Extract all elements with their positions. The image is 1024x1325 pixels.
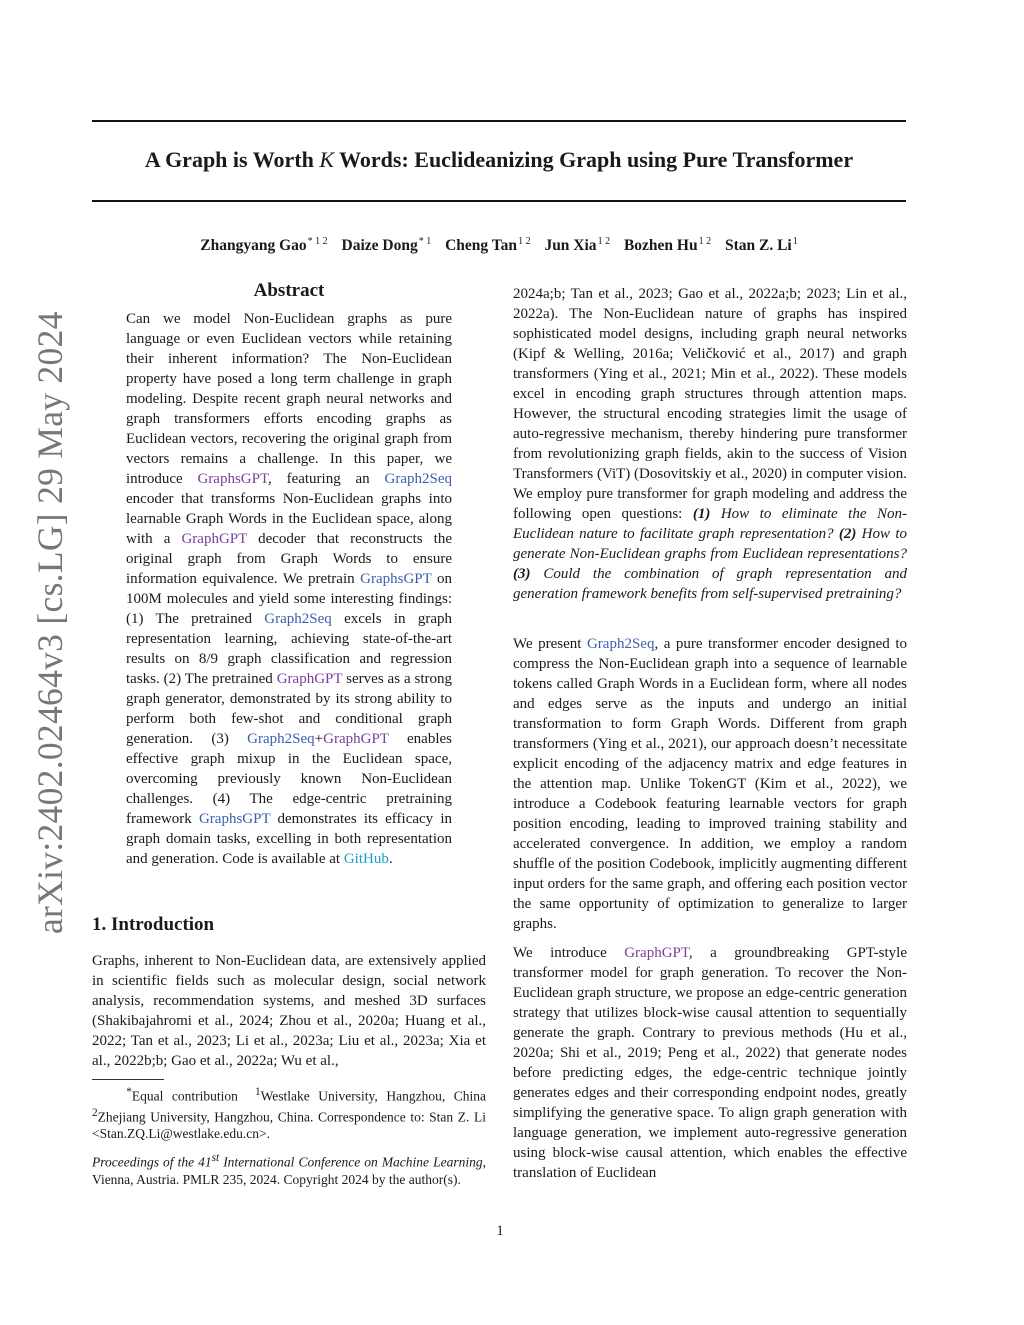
abstract-text: Can we model Non-Euclidean graphs as pure language or even Euclidean vectors while retaining their inherent information? The Non-Euclidean property have posed a long term challenge in graph modeling. Despite recent graph neural networks and graph transformers efforts encoding graphs as Euclidean vectors, recovering the original graph from vectors remains a challenge. In this paper, we introduce [126, 311, 452, 487]
footnote-affiliation-2: Zhejiang University, Hangzhou, China. Correspondence to: Stan Z. Li <Stan.ZQ.Li@westlake.edu.cn>. [92, 1109, 486, 1141]
question-text: How to generate Non-Euclidean graphs from Euclidean representations? [513, 526, 907, 562]
author-affiliation: 1 2 [698, 236, 712, 247]
paragraph-text: We present [513, 636, 587, 652]
author-affiliation: 1 [792, 236, 798, 247]
graph2seq-link[interactable]: Graph2Seq [264, 611, 332, 627]
abstract-text: serves as a strong graph generator, demonstrated by its strong ability to perform both few-shot and conditional graph generation. (3) [126, 671, 453, 747]
arxiv-stamp: arXiv:2402.02464v3 [cs.LG] 29 May 2024 [30, 311, 70, 934]
paragraph-text: , a groundbreaking GPT-style transformer model for graph generation. To recover the Non-Euclidean graph structure, we propose an edge-centric generation strategy that utilizes block-wise causal attention to sequentially generate the graph. Contrary to previous methods (Hu et al., 2020a; Shi et al., 2019; Peng et al., 2022) that generate nodes before predicting edges, the edge-centric technique jointly generates edges and their corresponding endpoint nodes, greatly simplifying the generative space. To align graph generation with language generation, we implement auto-regressive generation using block-wise causal attention, which enables the effective translation of Euclidean [513, 945, 907, 1181]
title-part-1: A Graph is Worth [144, 147, 320, 172]
graphgpt-link[interactable]: GraphGPT [181, 531, 248, 547]
author [624, 237, 711, 254]
proceedings-note [92, 1150, 486, 1188]
graphgpt-link[interactable]: GraphGPT [323, 731, 389, 747]
question-text: How to eliminate the Non-Euclidean nature to facilitate graph representation? [513, 506, 908, 542]
author-name: Zhangyang Gao [200, 237, 307, 255]
right-paragraph-1 [513, 284, 907, 604]
graph2seq-link[interactable]: Graph2Seq [384, 471, 452, 487]
author [445, 237, 530, 254]
graphsgpt-link[interactable]: GraphsGPT [360, 571, 432, 587]
author-list [92, 236, 906, 255]
author-name: Daize Dong [341, 237, 418, 255]
question-text: Could the combination of graph representation and generation framework benefits from self-supervised pretraining? [513, 566, 907, 602]
page-number: 1 [496, 1223, 504, 1239]
abstract-text: , featuring an [268, 471, 385, 487]
graph2seq-link[interactable]: Graph2Seq [586, 636, 655, 652]
author-affiliation: 1 2 [597, 236, 611, 247]
question-number: (1) [692, 506, 711, 522]
footnote-affiliation-1: Westlake University, Hangzhou, China [260, 1088, 487, 1104]
graph2seq-link[interactable]: Graph2Seq [247, 731, 315, 747]
proceedings-text: , Vienna, Austria. PMLR 235, 2024. Copyright 2024 by the author(s). [92, 1154, 486, 1187]
github-link[interactable]: GitHub [343, 851, 389, 867]
introduction-heading: 1. Introduction [92, 914, 215, 935]
right-paragraph-3 [513, 943, 907, 1183]
question-number: (3) [513, 566, 531, 582]
graphgpt-link[interactable]: GraphGPT [276, 671, 343, 687]
right-paragraph-2 [513, 634, 907, 934]
author [342, 237, 432, 254]
title-part-2: Words: Euclideanizing Graph using Pure Transformer [334, 147, 854, 172]
proceedings-italic: Proceedings of the [92, 1154, 199, 1170]
author-name: Cheng Tan [445, 237, 518, 255]
proceedings-ordinal-suffix: st [211, 1152, 220, 1164]
title-rule-top [92, 120, 906, 122]
abstract-text: . [388, 851, 393, 867]
footnote-equal-contribution: Equal contribution [131, 1088, 238, 1104]
abstract-text: decoder that reconstructs the original graph from Graph Words to ensure information equivalence. We pretrain [126, 531, 453, 587]
proceedings-ordinal: 41 [198, 1154, 212, 1170]
author-name: Bozhen Hu [623, 237, 698, 255]
proceedings-italic: International Conference on Machine Learning [219, 1154, 483, 1170]
paragraph-text: We introduce [513, 945, 625, 961]
graphsgpt-link[interactable]: GraphsGPT [197, 471, 269, 487]
abstract-text: demonstrates its efficacy in graph domain tasks, excelling in both representation and generation. Code is available at [126, 811, 452, 867]
author-affiliation: 1 2 [518, 236, 531, 247]
introduction-paragraph: Graphs, inherent to Non-Euclidean data, are extensively applied in scientific fields such as molecular design, social network analysis, recommendation systems, and meshed 3D surfaces (Shakibajahromi et al., 2024; Zhou et al., 2020a; Huang et al., 2022; Tan et al., 2023; Li et al., 2023a; Liu et al., 2023a; Xia et al., 2022b;b; Gao et al., 2022a; Wu et al., [92, 953, 486, 1069]
question-number: (2) [838, 526, 857, 542]
abstract-text: encoder that transforms Non-Euclidean graphs into learnable Graph Words in the Euclidean space, along with a [126, 491, 452, 547]
abstract-text: enables effective graph mixup in the Euclidean space, overcoming previously known Non-Euclidean challenges. (4) The edge-centric pretraining framework [126, 731, 452, 827]
footnote-rule [92, 1079, 164, 1080]
graphgpt-link[interactable]: GraphGPT [624, 945, 689, 961]
author-name: Stan Z. Li [724, 237, 792, 255]
paragraph-text: 2024a;b; Tan et al., 2023; Gao et al., 2022a;b; 2023; Lin et al., 2022a). The Non-Euclidean nature of graphs has inspired sophisticated model designs, including graph neural networks (Kipf & Welling, 2016a; Veličković et al., 2017) and graph transformers (Ying et al., 2021; Min et al., 2022). These models excel in encoding graph structures through attention maps. However, the structural encoding strategies limit the usage of auto-regressive mechanism, thereby hindering pure transformer from revolutionizing graph fields, akin to the success of Vision Transformers (ViT) (Dosovitskiy et al., 2020) in computer vision. We employ pure transformer for graph modeling and address the following open questions: [513, 286, 907, 522]
paper-title [92, 146, 906, 174]
author-affiliation: * 1 2 [307, 236, 328, 247]
author-affiliation: * 1 [418, 236, 432, 247]
title-rule-bottom [92, 200, 906, 202]
abstract-text: on 100M molecules and yield some interesting findings: (1) The pretrained [126, 571, 452, 627]
author-name: Jun Xia [544, 237, 597, 255]
graphsgpt-link[interactable]: GraphsGPT [198, 811, 271, 827]
author [725, 237, 798, 254]
abstract-body [126, 309, 452, 869]
author [544, 237, 610, 254]
abstract-heading: Abstract [253, 280, 325, 301]
paragraph-text: , a pure transformer encoder designed to compress the Non-Euclidean graph into a sequence of learnable tokens called Graph Words in a Euclidean form, where all nodes and edges serve as the inputs and undergo an initial transformation to form Graph Words. Different from graph transformers (Ying et al., 2021), our approach doesn’t necessitate explicit encoding of the adjacency matrix and edge features in the attention map. Unlike TokenGT (Kim et al., 2022), we introduce a Codebook featuring learnable vectors for graph position encoding, leading to improved training stability and accelerated convergence. In addition, we employ a random shuffle of the position Codebook, implicitly augmenting different input orders for the same graph, and offering each position vector the same opportunity of optimization to generalize to larger graphs. [513, 636, 907, 932]
title-math-k: K [319, 147, 334, 172]
plus-sign: + [314, 731, 324, 747]
author [200, 237, 327, 254]
abstract-text: excels in graph representation learning, achieving state-of-the-art results on 8/9 graph classification and regression tasks. (2) The pretrained [126, 611, 452, 687]
footnote: *Equal contribution $^1$Westlake University, Hangzhou, China $^2$Zhejiang University, Hangzhou, China. Correspondence to: Stan Z. Li <Stan.ZQ.Li@westlake.edu.cn>. [92, 1086, 487, 1141]
